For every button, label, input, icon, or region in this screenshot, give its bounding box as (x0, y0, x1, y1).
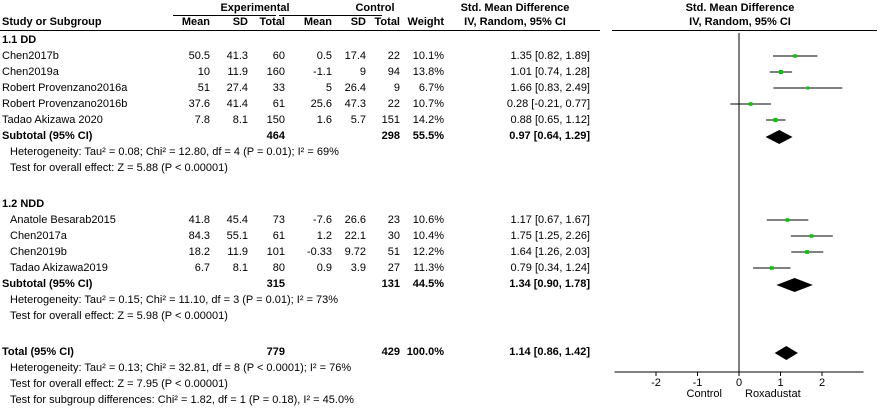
c-sd: 26.6 (344, 214, 366, 226)
col-c-sd: SD (350, 16, 366, 28)
e-mean: 18.2 (188, 246, 210, 258)
summary-diamond (776, 278, 813, 292)
group-title-dd: 1.1 DD (2, 34, 37, 46)
smd-table-header: Std. Mean Difference (460, 2, 570, 14)
effect-ci: 1.66 [0.83, 2.49] (510, 82, 590, 94)
smd-plot-header: Std. Mean Difference (685, 2, 795, 14)
e-total: 80 (272, 262, 285, 274)
total-heterogeneity-text: Heterogeneity: Tau² = 0.13; Chi² = 32.81, df = 8 (P < 0.0001); I² = 76% (10, 362, 352, 374)
total-overall-effect-text: Test for overall effect: Z = 7.95 (P < 0.00001) (10, 378, 228, 390)
e-total: 60 (272, 50, 285, 62)
e-mean: 37.6 (188, 98, 210, 110)
subtotal-weight: 55.5% (412, 130, 444, 142)
study-name: Chen2019b (10, 246, 67, 258)
x-tick-label: 1 (777, 377, 784, 389)
weight: 6.7% (418, 82, 444, 94)
c-mean: 1.6 (316, 114, 332, 126)
c-total: 9 (393, 82, 400, 94)
study-point (793, 54, 797, 58)
e-total: 150 (266, 114, 285, 126)
effect-ci: 0.28 [-0.21, 0.77] (506, 98, 590, 110)
col-e-mean: Mean (181, 16, 210, 28)
heterogeneity-text: Heterogeneity: Tau² = 0.08; Chi² = 12.80, df = 4 (P = 0.01); I² = 69% (10, 146, 339, 158)
weight: 10.7% (412, 98, 444, 110)
weight: 14.2% (412, 114, 444, 126)
subtotal-label: Subtotal (95% CI) (2, 130, 93, 142)
experimental-header: Experimental (220, 2, 290, 14)
c-sd: 9.72 (344, 246, 366, 258)
study-name: Chen2017a (10, 230, 67, 242)
x-tick-label: 0 (735, 377, 743, 389)
study-point (749, 102, 753, 106)
x-tick-label: 2 (818, 377, 826, 389)
c-total: 151 (381, 114, 400, 126)
c-total: 23 (387, 214, 400, 226)
weight: 10.4% (412, 230, 444, 242)
effect-ci: 1.17 [0.67, 1.67] (510, 214, 590, 226)
e-total: 61 (272, 230, 285, 242)
e-mean: 41.8 (188, 214, 210, 226)
c-mean: 0.5 (316, 50, 332, 62)
e-sd: 11.9 (227, 66, 248, 78)
e-sd: 8.1 (232, 114, 248, 126)
c-total: 22 (387, 98, 400, 110)
study-point (773, 118, 777, 122)
c-mean: -0.33 (306, 246, 332, 258)
c-total: 30 (387, 230, 400, 242)
weight: 13.8% (412, 66, 444, 78)
study-name: Robert Provenzano2016b (2, 98, 128, 110)
group-title-ndd: 1.2 NDD (2, 198, 45, 210)
total-weight: 100.0% (406, 346, 444, 358)
e-total: 33 (272, 82, 285, 94)
effect-ci: 1.64 [1.26, 2.03] (510, 246, 590, 258)
total-c-total: 429 (381, 346, 400, 358)
smd-table-subheader: IV, Random, 95% CI (464, 16, 566, 28)
study-name: Tadao Akizawa 2020 (2, 114, 103, 126)
subtotal-ci: 0.97 [0.64, 1.29] (509, 130, 590, 142)
study-point (779, 70, 783, 74)
study-point (810, 234, 814, 238)
c-total: 51 (387, 246, 400, 258)
c-total: 94 (387, 66, 400, 78)
c-mean: -1.1 (313, 66, 332, 78)
e-sd: 41.3 (226, 50, 248, 62)
e-mean: 7.8 (194, 114, 210, 126)
total-ci: 1.14 [0.86, 1.42] (509, 346, 590, 358)
e-mean: 6.7 (194, 262, 210, 274)
weight: 12.2% (412, 246, 444, 258)
c-sd: 26.4 (344, 82, 366, 94)
effect-ci: 0.79 [0.34, 1.24] (510, 262, 590, 274)
subtotal-e-total: 464 (266, 130, 285, 142)
study-point (786, 218, 790, 222)
e-total: 61 (272, 98, 285, 110)
control-header: Control (355, 2, 395, 14)
c-mean: 1.2 (316, 230, 332, 242)
x-tick-label: -2 (651, 377, 661, 389)
subtotal-c-total: 298 (381, 130, 400, 142)
effect-ci: 1.35 [0.82, 1.89] (510, 50, 590, 62)
weight: 10.1% (412, 50, 444, 62)
effect-ci: 1.75 [1.25, 2.26] (510, 230, 590, 242)
col-e-sd: SD (232, 16, 248, 28)
subtotal-ci: 1.34 [0.90, 1.78] (509, 278, 590, 290)
c-sd: 22.1 (344, 230, 366, 242)
study-name: Chen2019a (2, 66, 59, 78)
e-sd: 55.1 (226, 230, 248, 242)
smd-plot-subheader: IV, Random, 95% CI (689, 16, 791, 28)
overall-effect-text: Test for overall effect: Z = 5.88 (P < 0.00001) (10, 162, 228, 174)
e-sd: 45.4 (226, 214, 248, 226)
summary-diamond (775, 346, 798, 360)
c-total: 22 (387, 50, 400, 62)
col-e-total: Total (259, 16, 285, 28)
e-mean: 51 (197, 82, 210, 94)
effect-ci: 1.01 [0.74, 1.28] (510, 66, 590, 78)
effect-ci: 0.88 [0.65, 1.12] (510, 114, 590, 126)
study-point (805, 250, 809, 254)
col-c-total: Total (374, 16, 400, 28)
e-total: 160 (266, 66, 285, 78)
subtotal-weight: 44.5% (412, 278, 444, 290)
study-name: Tadao Akizawa2019 (10, 262, 108, 274)
e-total: 73 (272, 214, 285, 226)
weight: 11.3% (413, 262, 444, 274)
c-mean: 0.9 (316, 262, 332, 274)
c-sd: 5.7 (350, 114, 366, 126)
e-sd: 11.9 (227, 246, 248, 258)
c-mean: 5 (325, 82, 332, 94)
e-mean: 10 (197, 66, 210, 78)
study-name: Robert Provenzano2016a (2, 82, 128, 94)
study-name: Chen2017b (2, 50, 59, 62)
c-mean: -7.6 (313, 214, 332, 226)
e-total: 101 (266, 246, 285, 258)
e-mean: 50.5 (188, 50, 210, 62)
col-c-mean: Mean (303, 16, 332, 28)
study-point (770, 266, 774, 270)
subtotal-e-total: 315 (266, 278, 285, 290)
study-name: Anatole Besarab2015 (10, 214, 116, 226)
heterogeneity-text: Heterogeneity: Tau² = 0.15; Chi² = 11.10, df = 3 (P = 0.01); I² = 73% (10, 294, 339, 306)
overall-effect-text: Test for overall effect: Z = 5.98 (P < 0.00001) (10, 310, 228, 322)
e-sd: 41.4 (226, 98, 248, 110)
c-total: 27 (387, 262, 400, 274)
subtotal-c-total: 131 (381, 278, 400, 290)
favours-control-label: Control (686, 388, 722, 400)
x-tick-label: -1 (692, 377, 703, 389)
e-mean: 84.3 (188, 230, 210, 242)
c-sd: 17.4 (344, 50, 366, 62)
summary-diamond (766, 130, 793, 144)
c-sd: 9 (359, 66, 366, 78)
c-mean: 25.6 (310, 98, 332, 110)
e-sd: 27.4 (226, 82, 248, 94)
col-weight: Weight (407, 16, 444, 28)
subgroup-differences-text: Test for subgroup differences: Chi² = 1.82, df = 1 (P = 0.18), I² = 45.0% (10, 394, 354, 406)
favours-roxadustat-label: Roxadustat (745, 388, 801, 400)
c-sd: 47.3 (344, 98, 366, 110)
weight: 10.6% (412, 214, 444, 226)
e-sd: 8.1 (232, 262, 248, 274)
c-sd: 3.9 (350, 262, 366, 274)
col-study: Study or Subgroup (2, 16, 102, 28)
total-label: Total (95% CI) (2, 346, 74, 358)
study-point (806, 86, 809, 89)
subtotal-label: Subtotal (95% CI) (2, 278, 93, 290)
total-e-total: 779 (266, 346, 285, 358)
